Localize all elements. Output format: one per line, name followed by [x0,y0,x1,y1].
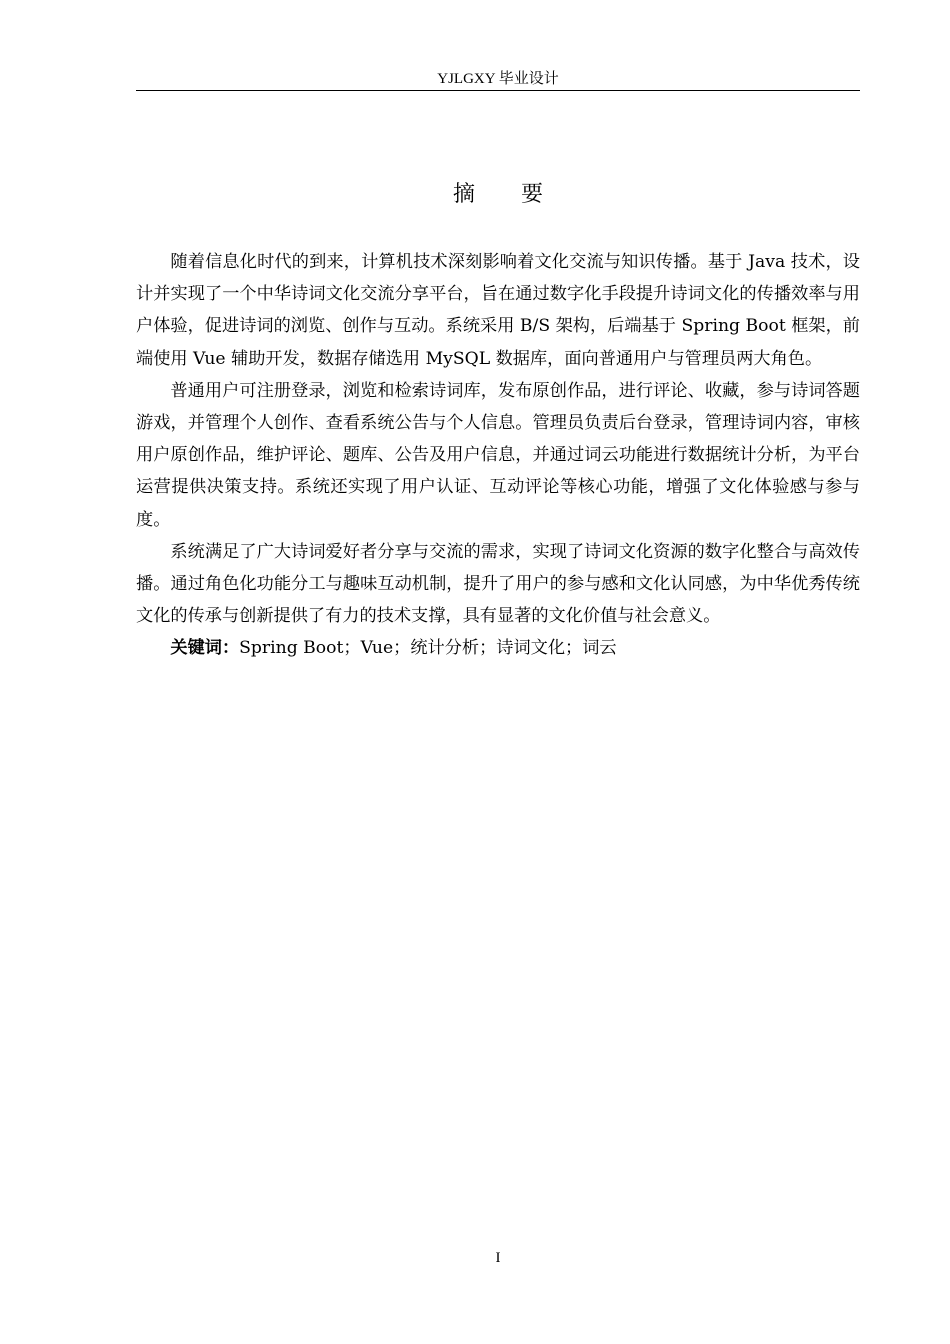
keywords-text: Spring Boot；Vue；统计分析；诗词文化；词云 [239,638,617,659]
keywords-line [136,632,860,664]
page-number: I [495,1250,501,1266]
header-text: YJLGXY 毕业设计 [437,71,559,87]
page-header [136,68,860,91]
abstract-paragraph-1: 随着信息化时代的到来，计算机技术深刻影响着文化交流与知识传播。基于 Java 技术，设计并实现了一个中华诗词文化交流分享平台，旨在通过数字化手段提升诗词文化的传播效率与用户体验，促进诗词的浏览、创作与互动。系统采用 B/S 架构，后端基于 Spring Boot 框架，前端使用 Vue 辅助开发，数据存储选用 MySQL 数据库，面向普通用户与管理员两大角色。 [136,252,860,369]
keywords-label: 关键词： [170,638,240,659]
abstract-paragraph-3: 系统满足了广大诗词爱好者分享与交流的需求，实现了诗词文化资源的数字化整合与高效传播。通过角色化功能分工与趣味互动机制，提升了用户的参与感和文化认同感，为中华优秀传统文化的传承与创新提供了有力的技术支撑，具有显著的文化价值与社会意义。 [136,541,860,627]
abstract-paragraph-2: 普通用户可注册登录，浏览和检索诗词库，发布原创作品，进行评论、收藏，参与诗词答题游戏，并管理个人创作、查看系统公告与个人信息。管理员负责后台登录，管理诗词内容，审核用户原创作品，维护评论、题库、公告及用户信息，并通过词云功能进行数据统计分析，为平台运营提供决策支持。系统还实现了用户认证、互动评论等核心功能，增强了文化体验感与参与度。 [136,380,860,530]
abstract-body [136,246,860,665]
abstract-title: 摘要 [452,182,589,207]
